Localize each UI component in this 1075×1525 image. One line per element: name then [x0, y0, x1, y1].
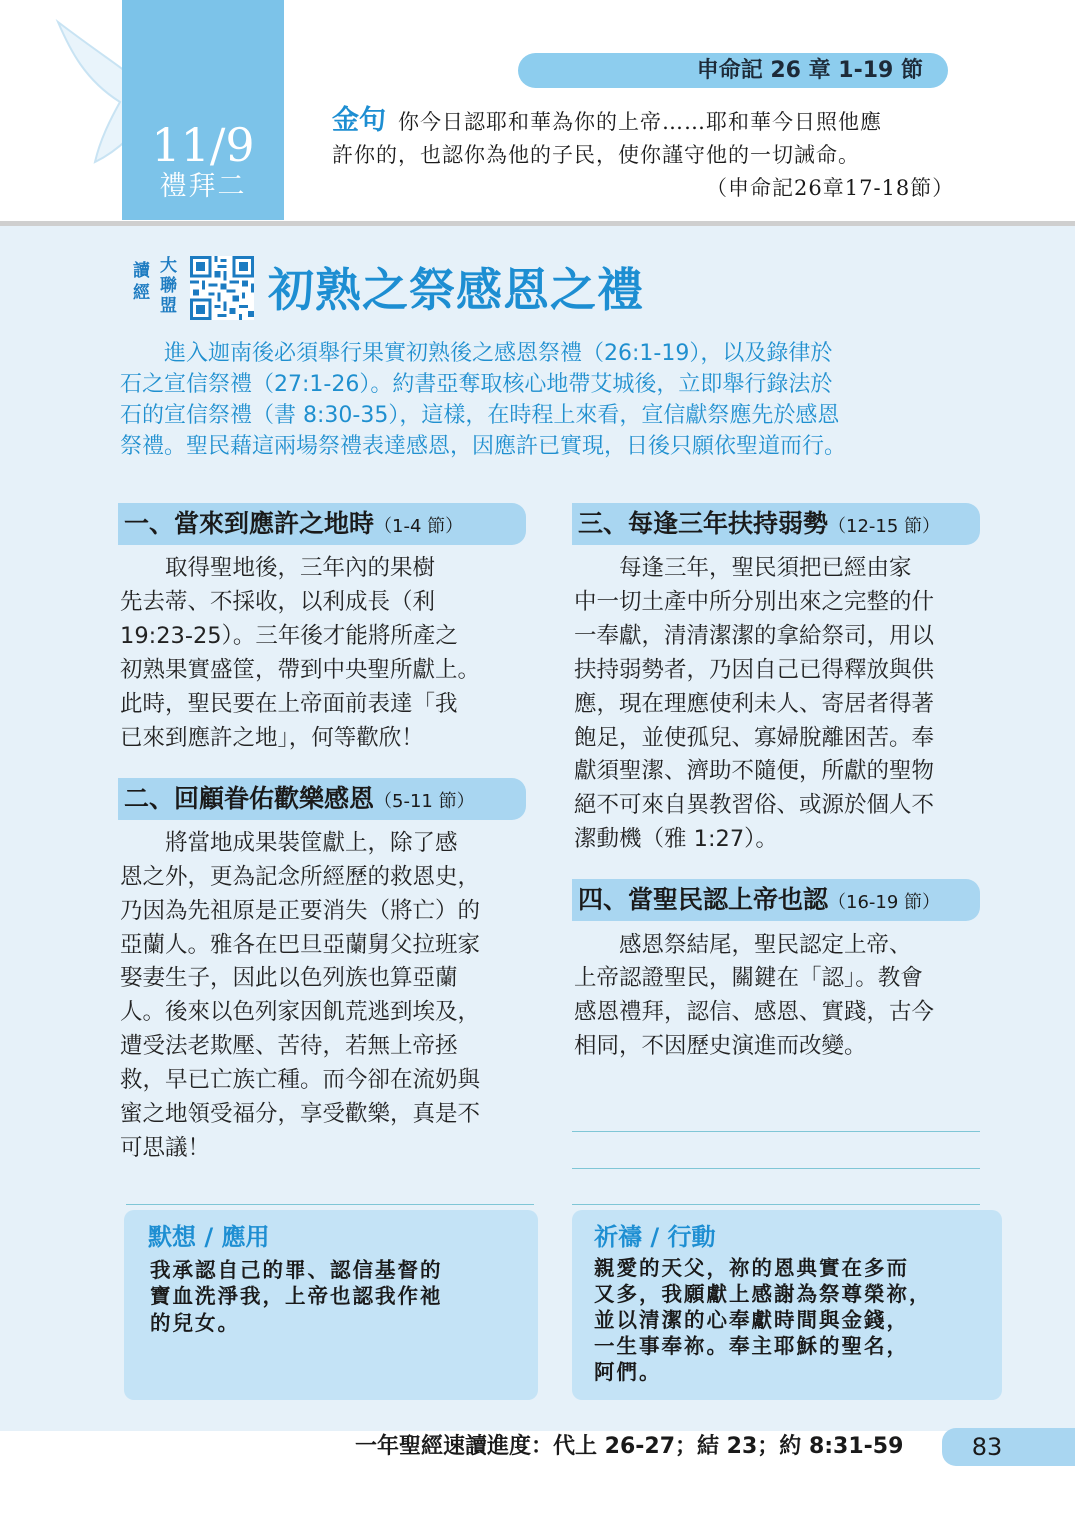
side-label-league: 大聯盟: [160, 256, 177, 316]
side-label-reading: 讀經: [133, 261, 150, 303]
section-1-title-text: 一、當來到應許之地時: [124, 509, 375, 538]
golden-verse-line: 你今日認耶和華為你的上帝……耶和華今日照他應: [398, 110, 882, 134]
section-2-line: 娶妻生子，因此以色列族也算亞蘭: [120, 965, 458, 991]
section-1-line: 取得聖地後，三年內的果樹: [120, 555, 436, 581]
section-2-line: 遭受法老欺壓、苦待，若無上帝拯: [120, 1033, 458, 1059]
page-number: 83: [971, 1433, 1003, 1461]
section-1-line: 已來到應許之地」，何等歡欣！: [120, 725, 424, 751]
section-2-title: [124, 778, 475, 823]
section-3-title: [578, 503, 940, 548]
section-3-line: 絕不可來自異教習俗、或源於個人不: [574, 792, 935, 818]
section-2-line: 乃因為先祖原是正要消失（將亡）的: [120, 898, 481, 924]
section-3-line: 每逢三年，聖民須把已經由家: [574, 555, 912, 581]
prayer-title: 祈禱 / 行動: [594, 1223, 716, 1251]
section-3-line: 扶持弱勢者，乃因自己已得釋放與供: [574, 657, 935, 683]
intro-line: 進入迦南後必須舉行果實初熟後之感恩祭禮（26:1-19），以及錄律於: [120, 341, 833, 366]
prayer-line: 並以清潔的心奉獻時間與金錢，: [594, 1308, 909, 1332]
section-3-line: 應，現在理應使利未人、寄居者得著: [574, 691, 935, 717]
qr-code-icon[interactable]: [190, 256, 254, 320]
section-4-title-text: 四、當聖民認上帝也認: [578, 885, 829, 914]
section-4-line: 相同，不因歷史演進而改變。: [574, 1033, 867, 1059]
scripture-reference: 申命記 26 章 1-19 節: [518, 53, 948, 88]
section-2-line: 將當地成果裝筐獻上，除了感: [120, 830, 458, 856]
page-title: 初熟之祭感恩之禮: [268, 263, 644, 317]
meditation-line: 寶血洗淨我，上帝也認我作祂: [150, 1284, 443, 1308]
reading-progress: 一年聖經速讀進度：代上 26-27；結 23；約 8:31-59: [355, 1434, 904, 1459]
section-3-verses: （12-15 節）: [828, 516, 941, 537]
prayer-line: 又多，我願獻上感謝為祭尊榮祢，: [594, 1282, 932, 1306]
section-1-line: 19:23-25）。三年後才能將所產之: [120, 623, 458, 649]
golden-verse-citation: （申命記26章17-18節）: [706, 176, 955, 200]
intro-line: 祭禮。聖民藉這兩場祭禮表達感恩，因應許已實現，日後只願依聖道而行。: [120, 434, 847, 459]
section-1-line: 初熟果實盛筐，帶到中央聖所獻上。: [120, 657, 481, 683]
meditation-line: 我承認自己的罪、認信基督的: [150, 1258, 443, 1282]
section-2-line: 蜜之地領受福分，享受歡樂，真是不: [120, 1101, 481, 1127]
meditation-line: 的兒女。: [150, 1311, 240, 1335]
prayer-line: 一生事奉祢。奉主耶穌的聖名，: [594, 1334, 909, 1358]
section-2-line: 人。後來以色列家因飢荒逃到埃及，: [120, 999, 481, 1025]
section-1-line: 此時，聖民要在上帝面前表達「我: [120, 691, 458, 717]
section-1-title: [124, 503, 463, 548]
section-3-line: 飽足，並使孤兒、寡婦脫離困苦。奉: [574, 725, 935, 751]
note-rule: [126, 1204, 534, 1205]
weekday: 禮拜二: [159, 171, 247, 202]
section-3-line: 潔動機（雅 1:27）。: [574, 826, 778, 852]
section-2-line: 救，早已亡族亡種。而今卻在流奶與: [120, 1067, 481, 1093]
intro-line: 石的宣信祭禮（書 8:30-35），這樣，在時程上來看，宣信獻祭應先於感恩: [120, 403, 840, 428]
section-2-title-text: 二、回顧眷佑歡樂感恩: [124, 784, 375, 813]
section-3-line: 獻須聖潔、濟助不隨便，所獻的聖物: [574, 758, 935, 784]
section-4-line: 感恩禮拜，認信、感恩、實踐，古今: [574, 999, 935, 1025]
prayer-line: 親愛的天父，祢的恩典實在多而: [594, 1256, 909, 1280]
section-4-line: 上帝認證聖民，關鍵在「認」。教會: [574, 965, 923, 991]
section-1-verses: （1-4 節）: [374, 516, 464, 537]
section-4-line: 感恩祭結尾，聖民認定上帝、: [574, 932, 912, 958]
intro-line: 石之宣信祭禮（27:1-26）。約書亞奪取核心地帶艾城後，立即舉行錄法於: [120, 372, 833, 397]
meditation-title: 默想 / 應用: [148, 1223, 270, 1251]
section-4-title: [578, 879, 940, 924]
section-2-line: 可思議！: [120, 1135, 211, 1161]
date: 11/9: [151, 118, 255, 172]
section-2-line: 亞蘭人。雅各在巴旦亞蘭舅父拉班家: [120, 932, 481, 958]
section-3-line: 一奉獻，清清潔潔的拿給祭司，用以: [574, 623, 935, 649]
note-rule: [572, 1131, 980, 1132]
note-rule: [572, 1168, 980, 1169]
section-2-line: 恩之外，更為記念所經歷的救恩史，: [120, 864, 481, 890]
section-3-title-text: 三、每逢三年扶持弱勢: [578, 509, 829, 538]
section-1-line: 先去蒂、不採收，以利成長（利: [120, 589, 436, 615]
prayer-line: 阿們。: [594, 1360, 662, 1384]
section-2-verses: （5-11 節）: [374, 791, 475, 812]
golden-verse-label: 金句: [332, 105, 386, 136]
golden-verse-line: 許你的，也認你為他的子民，使你謹守他的一切誡命。: [332, 143, 860, 167]
section-3-line: 中一切土產中所分別出來之完整的什: [574, 589, 935, 615]
note-rule: [572, 1204, 980, 1205]
section-4-verses: （16-19 節）: [828, 892, 941, 913]
